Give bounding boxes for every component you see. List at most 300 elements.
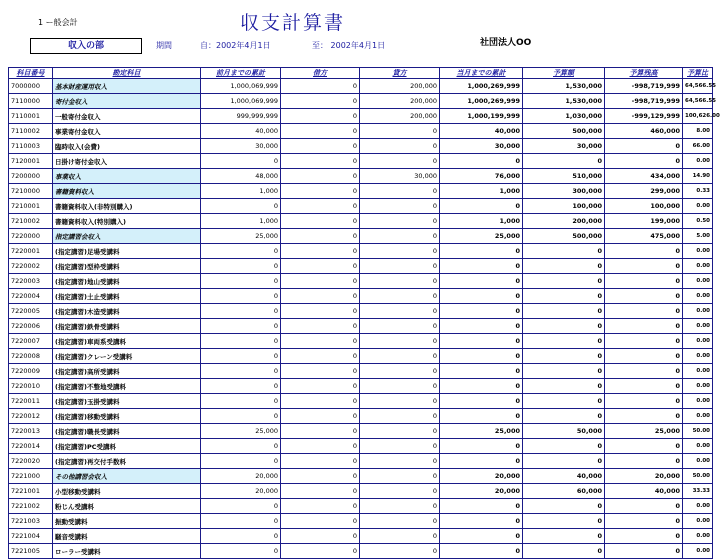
amount-cell: 1,000: [440, 184, 523, 199]
amount-cell: 475,000: [605, 229, 683, 244]
table-row: [9, 469, 713, 484]
amount-cell: 0: [201, 379, 281, 394]
amount-cell: 200,000: [360, 79, 440, 94]
account-code-cell: 7220002: [9, 259, 53, 274]
table-row: [9, 304, 713, 319]
amount-cell: 0: [605, 544, 683, 559]
amount-cell: 0.00: [683, 304, 713, 319]
table-row: [9, 109, 713, 124]
account-code-cell: 7221002: [9, 499, 53, 514]
amount-cell: 0.00: [683, 274, 713, 289]
account-name-cell: 書籍資料収入(非特別購入): [53, 199, 201, 214]
amount-cell: 0: [523, 544, 605, 559]
amount-cell: 1,000: [201, 184, 281, 199]
amount-cell: 0: [281, 379, 360, 394]
amount-cell: 0: [360, 469, 440, 484]
amount-cell: 1,000,069,999: [201, 94, 281, 109]
amount-cell: 0.50: [683, 214, 713, 229]
amount-cell: 20,000: [201, 469, 281, 484]
table-row: [9, 79, 713, 94]
amount-cell: 0: [281, 229, 360, 244]
organization-name: 社団法人OO: [480, 38, 532, 48]
amount-cell: 40,000: [440, 124, 523, 139]
amount-cell: 0: [201, 514, 281, 529]
table-row: [9, 229, 713, 244]
amount-cell: 0.00: [683, 529, 713, 544]
table-row: [9, 184, 713, 199]
amount-cell: 0: [281, 499, 360, 514]
amount-cell: 0: [281, 349, 360, 364]
amount-cell: 0: [360, 529, 440, 544]
amount-cell: 1,000,269,999: [440, 79, 523, 94]
amount-cell: 200,000: [360, 109, 440, 124]
amount-cell: 0: [440, 259, 523, 274]
amount-cell: 299,000: [605, 184, 683, 199]
amount-cell: 0: [360, 334, 440, 349]
amount-cell: 0: [281, 529, 360, 544]
table-row: [9, 349, 713, 364]
amount-cell: 0: [605, 259, 683, 274]
account-name-cell: 騒音受講料: [53, 529, 201, 544]
amount-cell: 0: [440, 379, 523, 394]
amount-cell: 0: [523, 289, 605, 304]
amount-cell: 0: [440, 514, 523, 529]
amount-cell: 0: [281, 199, 360, 214]
amount-cell: 0.00: [683, 394, 713, 409]
account-code-cell: 7210000: [9, 184, 53, 199]
amount-cell: 0: [281, 319, 360, 334]
amount-cell: 1,000: [201, 214, 281, 229]
amount-cell: 60,000: [523, 484, 605, 499]
amount-cell: 0: [201, 199, 281, 214]
account-code-cell: 7220012: [9, 409, 53, 424]
amount-cell: 0: [605, 274, 683, 289]
account-name-cell: (指定講習)型枠受講料: [53, 259, 201, 274]
amount-cell: 0: [523, 319, 605, 334]
amount-cell: 0: [281, 79, 360, 94]
amount-cell: 0.00: [683, 199, 713, 214]
account-code-cell: 7110000: [9, 94, 53, 109]
amount-cell: 8.00: [683, 124, 713, 139]
amount-cell: 50,000: [523, 424, 605, 439]
amount-cell: 0: [360, 199, 440, 214]
table-row: [9, 319, 713, 334]
amount-cell: 0: [201, 529, 281, 544]
document-title: 収支計算書: [240, 12, 346, 34]
table-row: [9, 499, 713, 514]
account-code-cell: 7200000: [9, 169, 53, 184]
account-code-cell: 7220004: [9, 289, 53, 304]
amount-cell: 0: [523, 154, 605, 169]
amount-cell: 0: [360, 424, 440, 439]
amount-cell: 0: [201, 334, 281, 349]
account-code-cell: 7220003: [9, 274, 53, 289]
amount-cell: 0: [281, 184, 360, 199]
amount-cell: 500,000: [523, 124, 605, 139]
account-code-cell: 7220005: [9, 304, 53, 319]
column-header: 予算残高: [605, 68, 683, 79]
amount-cell: 0: [440, 304, 523, 319]
amount-cell: 0: [605, 244, 683, 259]
amount-cell: 0: [605, 394, 683, 409]
amount-cell: 0: [281, 274, 360, 289]
amount-cell: 0: [360, 184, 440, 199]
amount-cell: 0: [201, 319, 281, 334]
account-code-cell: 7221001: [9, 484, 53, 499]
table-row: [9, 334, 713, 349]
account-name-cell: 粉じん受講料: [53, 499, 201, 514]
amount-cell: 0: [523, 514, 605, 529]
amount-cell: 40,000: [201, 124, 281, 139]
amount-cell: 76,000: [440, 169, 523, 184]
table-body: [9, 79, 720, 559]
account-name-cell: 事業収入: [53, 169, 201, 184]
amount-cell: 0: [281, 169, 360, 184]
amount-cell: 0: [281, 124, 360, 139]
amount-cell: 0: [605, 304, 683, 319]
amount-cell: 1,000,069,999: [201, 79, 281, 94]
amount-cell: 0: [440, 154, 523, 169]
amount-cell: 0: [605, 514, 683, 529]
amount-cell: 40,000: [605, 484, 683, 499]
table-row: [9, 274, 713, 289]
amount-cell: 0: [605, 499, 683, 514]
amount-cell: 510,000: [523, 169, 605, 184]
amount-cell: 0: [440, 349, 523, 364]
account-name-cell: (指定講習)足場受講料: [53, 244, 201, 259]
account-name-cell: 臨時収入(会費): [53, 139, 201, 154]
amount-cell: 0: [281, 304, 360, 319]
table-row: [9, 199, 713, 214]
amount-cell: 0: [523, 439, 605, 454]
period-from-date: 自：2002年4月1日: [200, 41, 271, 50]
amount-cell: 0: [523, 379, 605, 394]
account-code-cell: 7120001: [9, 154, 53, 169]
amount-cell: 0.00: [683, 154, 713, 169]
amount-cell: 0: [360, 244, 440, 259]
amount-cell: 0: [440, 529, 523, 544]
account-code-cell: 7110001: [9, 109, 53, 124]
account-name-cell: (指定講習)車両系受講料: [53, 334, 201, 349]
amount-cell: 0.00: [683, 409, 713, 424]
amount-cell: 200,000: [523, 214, 605, 229]
amount-cell: 0: [201, 244, 281, 259]
amount-cell: 0: [360, 304, 440, 319]
amount-cell: 0: [201, 409, 281, 424]
amount-cell: 0: [201, 364, 281, 379]
amount-cell: 0: [360, 274, 440, 289]
amount-cell: 14.90: [683, 169, 713, 184]
amount-cell: 0: [360, 139, 440, 154]
amount-cell: 0: [360, 319, 440, 334]
column-header: 予算額: [523, 68, 605, 79]
amount-cell: 0: [523, 409, 605, 424]
amount-cell: 0.00: [683, 244, 713, 259]
amount-cell: 0: [360, 289, 440, 304]
table-row: [9, 379, 713, 394]
amount-cell: 0: [523, 394, 605, 409]
amount-cell: 0: [281, 154, 360, 169]
account-name-cell: その他講習会収入: [53, 469, 201, 484]
amount-cell: 300,000: [523, 184, 605, 199]
amount-cell: 100,000: [605, 199, 683, 214]
amount-cell: 25,000: [440, 424, 523, 439]
account-code-cell: 7220014: [9, 439, 53, 454]
table-row: [9, 139, 713, 154]
amount-cell: 0: [281, 214, 360, 229]
amount-cell: 0: [360, 229, 440, 244]
amount-cell: 0: [201, 499, 281, 514]
amount-cell: 0: [605, 349, 683, 364]
amount-cell: 0.00: [683, 334, 713, 349]
amount-cell: 5.00: [683, 229, 713, 244]
amount-cell: 1,000,199,999: [440, 109, 523, 124]
amount-cell: 0: [605, 139, 683, 154]
amount-cell: 0: [440, 199, 523, 214]
amount-cell: 0: [201, 289, 281, 304]
amount-cell: 0: [281, 139, 360, 154]
account-name-cell: 書籍資料収入(特別購入): [53, 214, 201, 229]
amount-cell: 30,000: [201, 139, 281, 154]
amount-cell: 0: [440, 289, 523, 304]
account-code-cell: 7221000: [9, 469, 53, 484]
amount-cell: 0: [360, 439, 440, 454]
amount-cell: 999,999,999: [201, 109, 281, 124]
amount-cell: 1,000,269,999: [440, 94, 523, 109]
amount-cell: 0: [523, 529, 605, 544]
column-header: 科目番号: [9, 68, 53, 79]
amount-cell: 0: [360, 499, 440, 514]
table-row: [9, 214, 713, 229]
amount-cell: 0: [281, 544, 360, 559]
account-code-cell: 7220009: [9, 364, 53, 379]
account-name-cell: (指定講習)再交付手数料: [53, 454, 201, 469]
table-row: [9, 409, 713, 424]
table-row: [9, 94, 713, 109]
amount-cell: 0: [281, 94, 360, 109]
account-code-cell: 7220008: [9, 349, 53, 364]
amount-cell: 0: [523, 244, 605, 259]
amount-cell: 0: [605, 409, 683, 424]
amount-cell: 0.00: [683, 319, 713, 334]
amount-cell: 0: [440, 244, 523, 259]
account-name-cell: (指定講習)木造受講料: [53, 304, 201, 319]
amount-cell: 0: [440, 439, 523, 454]
amount-cell: 0: [360, 484, 440, 499]
amount-cell: 0.00: [683, 349, 713, 364]
amount-cell: 0: [605, 364, 683, 379]
amount-cell: 0: [281, 439, 360, 454]
account-name-cell: 小型移動受講料: [53, 484, 201, 499]
account-name-cell: (指定講習)クレーン受講料: [53, 349, 201, 364]
amount-cell: 0: [360, 124, 440, 139]
amount-cell: 40,000: [523, 469, 605, 484]
amount-cell: 0: [360, 154, 440, 169]
amount-cell: -999,129,999: [605, 109, 683, 124]
amount-cell: 25,000: [440, 229, 523, 244]
account-name-cell: (指定講習)鉄骨受講料: [53, 319, 201, 334]
amount-cell: 0.00: [683, 289, 713, 304]
account-code-cell: 7220010: [9, 379, 53, 394]
amount-cell: 66.00: [683, 139, 713, 154]
column-header: 借方: [281, 68, 360, 79]
account-name-cell: (指定講習)PC受講料: [53, 439, 201, 454]
amount-cell: 0: [523, 499, 605, 514]
table-row: [9, 484, 713, 499]
account-code-cell: 7220011: [9, 394, 53, 409]
account-name-cell: 寄付金収入: [53, 94, 201, 109]
amount-cell: 0: [440, 454, 523, 469]
amount-cell: 50.00: [683, 424, 713, 439]
column-header: 前月までの累計: [201, 68, 281, 79]
account-name-cell: 事業寄付金収入: [53, 124, 201, 139]
amount-cell: 0: [201, 274, 281, 289]
amount-cell: 460,000: [605, 124, 683, 139]
account-code-cell: 7000000: [9, 79, 53, 94]
amount-cell: 0: [281, 424, 360, 439]
amount-cell: 0.33: [683, 184, 713, 199]
account-name-cell: (指定講習)玉掛受講料: [53, 394, 201, 409]
amount-cell: 0.00: [683, 514, 713, 529]
amount-cell: 0.00: [683, 364, 713, 379]
account-code-cell: 7220007: [9, 334, 53, 349]
account-code-cell: 7110003: [9, 139, 53, 154]
amount-cell: 30,000: [523, 139, 605, 154]
amount-cell: 64,566.55: [683, 79, 713, 94]
amount-cell: 0: [360, 394, 440, 409]
account-name-cell: 指定講習会収入: [53, 229, 201, 244]
amount-cell: 1,530,000: [523, 79, 605, 94]
amount-cell: 0: [440, 499, 523, 514]
amount-cell: 25,000: [201, 229, 281, 244]
table-row: [9, 454, 713, 469]
amount-cell: 0: [281, 244, 360, 259]
column-header: 勘定科目: [53, 68, 201, 79]
amount-cell: 0: [281, 259, 360, 274]
account-name-cell: (指定講習)移動受講料: [53, 409, 201, 424]
amount-cell: 0: [523, 304, 605, 319]
account-name-cell: 日掛け寄付金収入: [53, 154, 201, 169]
amount-cell: 48,000: [201, 169, 281, 184]
amount-cell: 0.00: [683, 544, 713, 559]
amount-cell: 0: [523, 274, 605, 289]
amount-cell: 0: [523, 364, 605, 379]
amount-cell: 0.00: [683, 259, 713, 274]
table-row: [9, 394, 713, 409]
amount-cell: 0: [605, 289, 683, 304]
amount-cell: 0: [605, 319, 683, 334]
period-label: 期間: [156, 41, 172, 50]
period-to-date: 至： 2002年4月1日: [312, 41, 386, 50]
amount-cell: 0: [440, 364, 523, 379]
amount-cell: 0: [360, 259, 440, 274]
amount-cell: 500,000: [523, 229, 605, 244]
amount-cell: 100,000: [523, 199, 605, 214]
account-code-cell: 7220006: [9, 319, 53, 334]
amount-cell: 0: [360, 349, 440, 364]
amount-cell: 434,000: [605, 169, 683, 184]
amount-cell: 0: [281, 364, 360, 379]
account-code-cell: 7110002: [9, 124, 53, 139]
amount-cell: 0: [523, 259, 605, 274]
account-code-cell: 7221004: [9, 529, 53, 544]
document-subtitle: 1 ー般会計: [38, 18, 78, 27]
account-name-cell: 基本財産運用収入: [53, 79, 201, 94]
amount-cell: 0: [281, 514, 360, 529]
table-row: [9, 424, 713, 439]
table-row: [9, 514, 713, 529]
table-row: [9, 439, 713, 454]
amount-cell: 20,000: [440, 469, 523, 484]
account-code-cell: 7221005: [9, 544, 53, 559]
amount-cell: 0: [281, 289, 360, 304]
amount-cell: 0: [360, 409, 440, 424]
account-code-cell: 7220020: [9, 454, 53, 469]
amount-cell: 0: [281, 394, 360, 409]
amount-cell: 25,000: [201, 424, 281, 439]
amount-cell: 100,626.00: [683, 109, 713, 124]
amount-cell: 1,000: [440, 214, 523, 229]
account-name-cell: (指定講習)地山受講料: [53, 274, 201, 289]
amount-cell: 0: [360, 454, 440, 469]
amount-cell: 0: [605, 154, 683, 169]
table-row: [9, 124, 713, 139]
table-row: [9, 289, 713, 304]
amount-cell: 0: [201, 394, 281, 409]
amount-cell: 25,000: [605, 424, 683, 439]
amount-cell: 20,000: [605, 469, 683, 484]
amount-cell: 0: [201, 349, 281, 364]
account-name-cell: 振動受講料: [53, 514, 201, 529]
amount-cell: 200,000: [360, 94, 440, 109]
amount-cell: 0: [281, 109, 360, 124]
table-row: [9, 154, 713, 169]
account-name-cell: 書籍資料収入: [53, 184, 201, 199]
table-row: [9, 529, 713, 544]
amount-cell: 0: [440, 319, 523, 334]
amount-cell: 50.00: [683, 469, 713, 484]
table-row: [9, 364, 713, 379]
amount-cell: 0: [360, 364, 440, 379]
table-row: [9, 544, 713, 559]
amount-cell: 0: [201, 454, 281, 469]
amount-cell: 0: [440, 274, 523, 289]
amount-cell: 0: [605, 439, 683, 454]
section-label: 収入の部: [30, 38, 142, 54]
income-statement-table: [8, 67, 720, 559]
amount-cell: 0: [523, 454, 605, 469]
amount-cell: 0: [440, 394, 523, 409]
column-header: 貸方: [360, 68, 440, 79]
amount-cell: 0: [281, 409, 360, 424]
amount-cell: 0: [360, 514, 440, 529]
column-header: 予算比: [683, 68, 713, 79]
amount-cell: 30,000: [360, 169, 440, 184]
account-name-cell: (指定講習)不整地受講料: [53, 379, 201, 394]
account-code-cell: 7220013: [9, 424, 53, 439]
amount-cell: 0: [605, 454, 683, 469]
amount-cell: 0.00: [683, 499, 713, 514]
amount-cell: 0.00: [683, 439, 713, 454]
amount-cell: 0: [523, 334, 605, 349]
amount-cell: 0: [360, 214, 440, 229]
account-name-cell: 一般寄付金収入: [53, 109, 201, 124]
amount-cell: 0: [201, 439, 281, 454]
table-row: [9, 244, 713, 259]
amount-cell: 20,000: [201, 484, 281, 499]
account-code-cell: 7221003: [9, 514, 53, 529]
amount-cell: 0.00: [683, 454, 713, 469]
